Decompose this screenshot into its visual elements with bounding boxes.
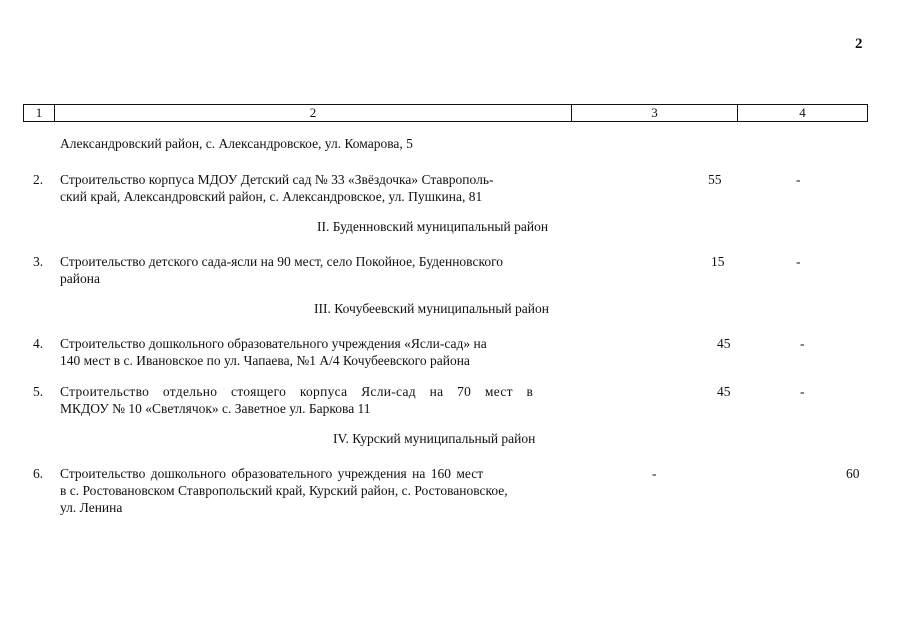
item-text-line-3: ул. Ленина bbox=[60, 500, 123, 515]
item-col3-value: - bbox=[652, 466, 657, 481]
table-header bbox=[23, 104, 868, 122]
header-col-2: 2 bbox=[55, 105, 572, 121]
item-col4-value: - bbox=[800, 384, 805, 399]
item-text-line-2: в с. Ростовановском Ставропольский край, Курский район, с. Ростовановское, bbox=[60, 483, 508, 498]
section-heading: IV. Курский муниципальный район bbox=[333, 431, 536, 446]
header-col-1: 1 bbox=[24, 105, 55, 121]
continuation-text: Александровский район, с. Александровское, ул. Комарова, 5 bbox=[60, 136, 413, 151]
item-text-line-2: МКДОУ № 10 «Светлячок» с. Заветное ул. Баркова 11 bbox=[60, 401, 371, 416]
item-col4-value: 60 bbox=[846, 466, 860, 481]
section-heading: II. Буденновский муниципальный район bbox=[317, 219, 549, 234]
item-col4-value: - bbox=[800, 336, 805, 351]
item-number: 3. bbox=[33, 254, 44, 269]
item-text-line-1-content: Строительство дошкольного образовательного учреждения «Ясли-сад» на bbox=[60, 336, 487, 351]
item-col3-value: 45 bbox=[717, 336, 731, 351]
item-text-line-1 bbox=[60, 336, 567, 352]
item-number: 2. bbox=[33, 172, 44, 187]
item-text-line-1: Строительство детского сада-ясли на 90 мест, село Покойное, Буденновского bbox=[60, 254, 504, 269]
item-col4-value: - bbox=[796, 172, 801, 187]
header-col-3: 3 bbox=[572, 105, 738, 121]
item-number: 4. bbox=[33, 336, 44, 351]
item-number: 5. bbox=[33, 384, 44, 399]
item-text-line-2: 140 мест в с. Ивановское по ул. Чапаева, №1 А/4 Кочубеевского района bbox=[60, 353, 470, 368]
header-col-4: 4 bbox=[799, 105, 806, 120]
section-heading: III. Кочубеевский муниципальный район bbox=[314, 301, 549, 316]
item-text-line-1: Строительство корпуса МДОУ Детский сад № 33 «Звёздочка» Ставрополь- bbox=[60, 172, 494, 187]
item-text-line-2: района bbox=[60, 271, 100, 286]
item-text-line-1: Строительство отдельно стоящего корпуса Ясли-сад на 70 мест в bbox=[60, 384, 534, 399]
item-col3-value: 45 bbox=[717, 384, 731, 399]
item-number: 6. bbox=[33, 466, 44, 481]
item-text-line-2: ский край, Александровский район, с. Александровское, ул. Пушкина, 81 bbox=[60, 189, 483, 204]
item-text-line-1: Строительство дошкольного образовательного учреждения на 160 мест bbox=[60, 466, 484, 481]
item-col4-value: - bbox=[796, 254, 801, 269]
page-number: 2 bbox=[855, 36, 863, 52]
item-col3-value: 15 bbox=[711, 254, 725, 269]
item-col3-value: 55 bbox=[708, 172, 722, 187]
